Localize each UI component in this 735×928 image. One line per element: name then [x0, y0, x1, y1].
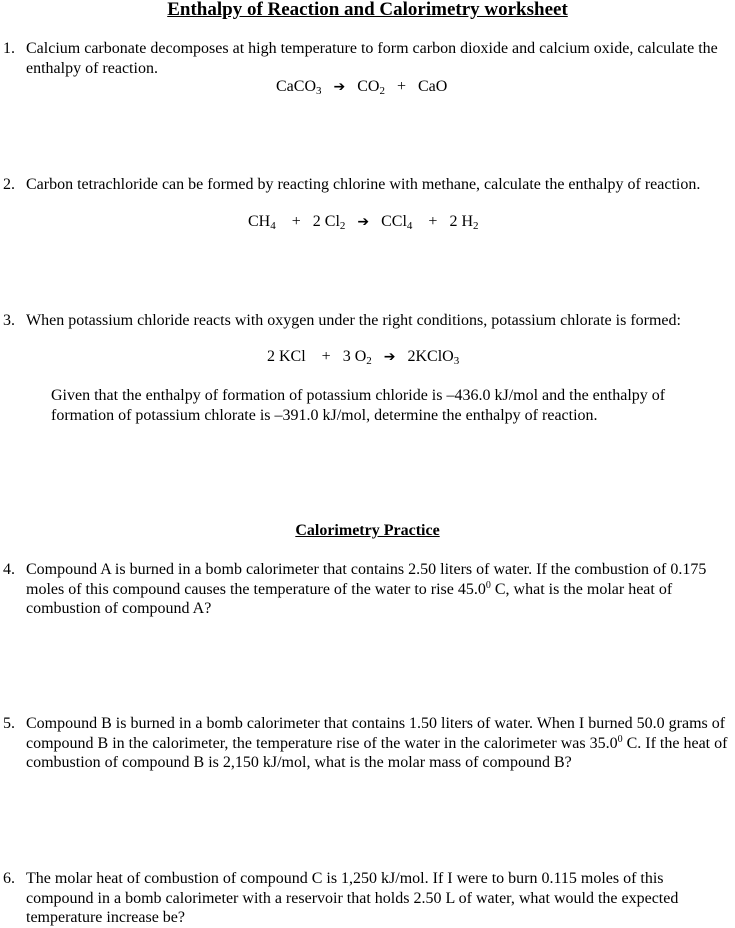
question-number: 3. — [3, 312, 15, 329]
question-4 — [3, 560, 731, 619]
right-arrow-icon: ➔ — [333, 79, 346, 95]
question-number: 1. — [3, 40, 15, 57]
question-2 — [3, 175, 731, 195]
question-1 — [3, 39, 731, 78]
degree-superscript: 0 — [617, 733, 623, 745]
question-text: Compound A is burned in a bomb calorimeter that contains 2.50 liters of water. If the combustion of 0.175 moles of this compound causes the temperature of the water to rise 45.0$^0$ C, what is the molar heat of combustion of compound A? — [26, 561, 707, 617]
equation-3: 2 KCl + 3 $O_2$ ➔ 2KClO$_3$ — [267, 348, 460, 367]
question-3 — [3, 311, 731, 331]
equation-2: $CH_4$ + 2 $Cl_2$ ➔ CCl$_4$ + 2 $H_2$ — [248, 213, 479, 232]
question-text: The molar heat of combustion of compound C is 1,250 kJ/mol. If I were to burn 0.115 moles of this compound in a bomb calorimeter with a reservoir that holds 2.50 L of water, what would the expected temperature increase be? — [26, 870, 679, 926]
question-number: 4. — [3, 561, 15, 578]
question-text: Calcium carbonate decomposes at high temperature to form carbon dioxide and calcium oxide, calculate the enthalpy of reaction. — [26, 40, 718, 77]
question-text: Carbon tetrachloride can be formed by reacting chlorine with methane, calculate the enthalpy of reaction. — [26, 176, 701, 193]
equation-1: CaCO$_3$ ➔ $CO_2$ + CaO — [276, 78, 448, 97]
given-text: Given that the enthalpy of formation of potassium chloride is –436.0 kJ/mol and the enthalpy of formation of potassium chlorate is –391.0 kJ/mol, determine the enthalpy of reaction. — [51, 387, 666, 424]
right-arrow-icon: ➔ — [357, 214, 370, 230]
right-arrow-icon: ➔ — [383, 349, 396, 365]
degree-superscript: 0 — [485, 579, 491, 591]
question-number: 5. — [3, 715, 15, 732]
question-6 — [3, 869, 731, 928]
section-heading: Calorimetry Practice — [295, 522, 440, 539]
question-5 — [3, 714, 731, 773]
page-title: Enthalpy of Reaction and Calorimetry worksheet — [167, 0, 568, 20]
question-text: Compound B is burned in a bomb calorimeter that contains 1.50 liters of water. When I burned 50.0 grams of compound B in the calorimeter, the temperature rise of the water in the calorimeter was 35.0$^0$ C. If the heat of combustion of compound B is 2,150 kJ/mol, what is the molar mass of compound B? — [26, 715, 728, 771]
question-number: 6. — [3, 870, 15, 887]
question-number: 2. — [3, 176, 15, 193]
question-text: When potassium chloride reacts with oxygen under the right conditions, potassium chlorate is formed: — [26, 312, 681, 329]
